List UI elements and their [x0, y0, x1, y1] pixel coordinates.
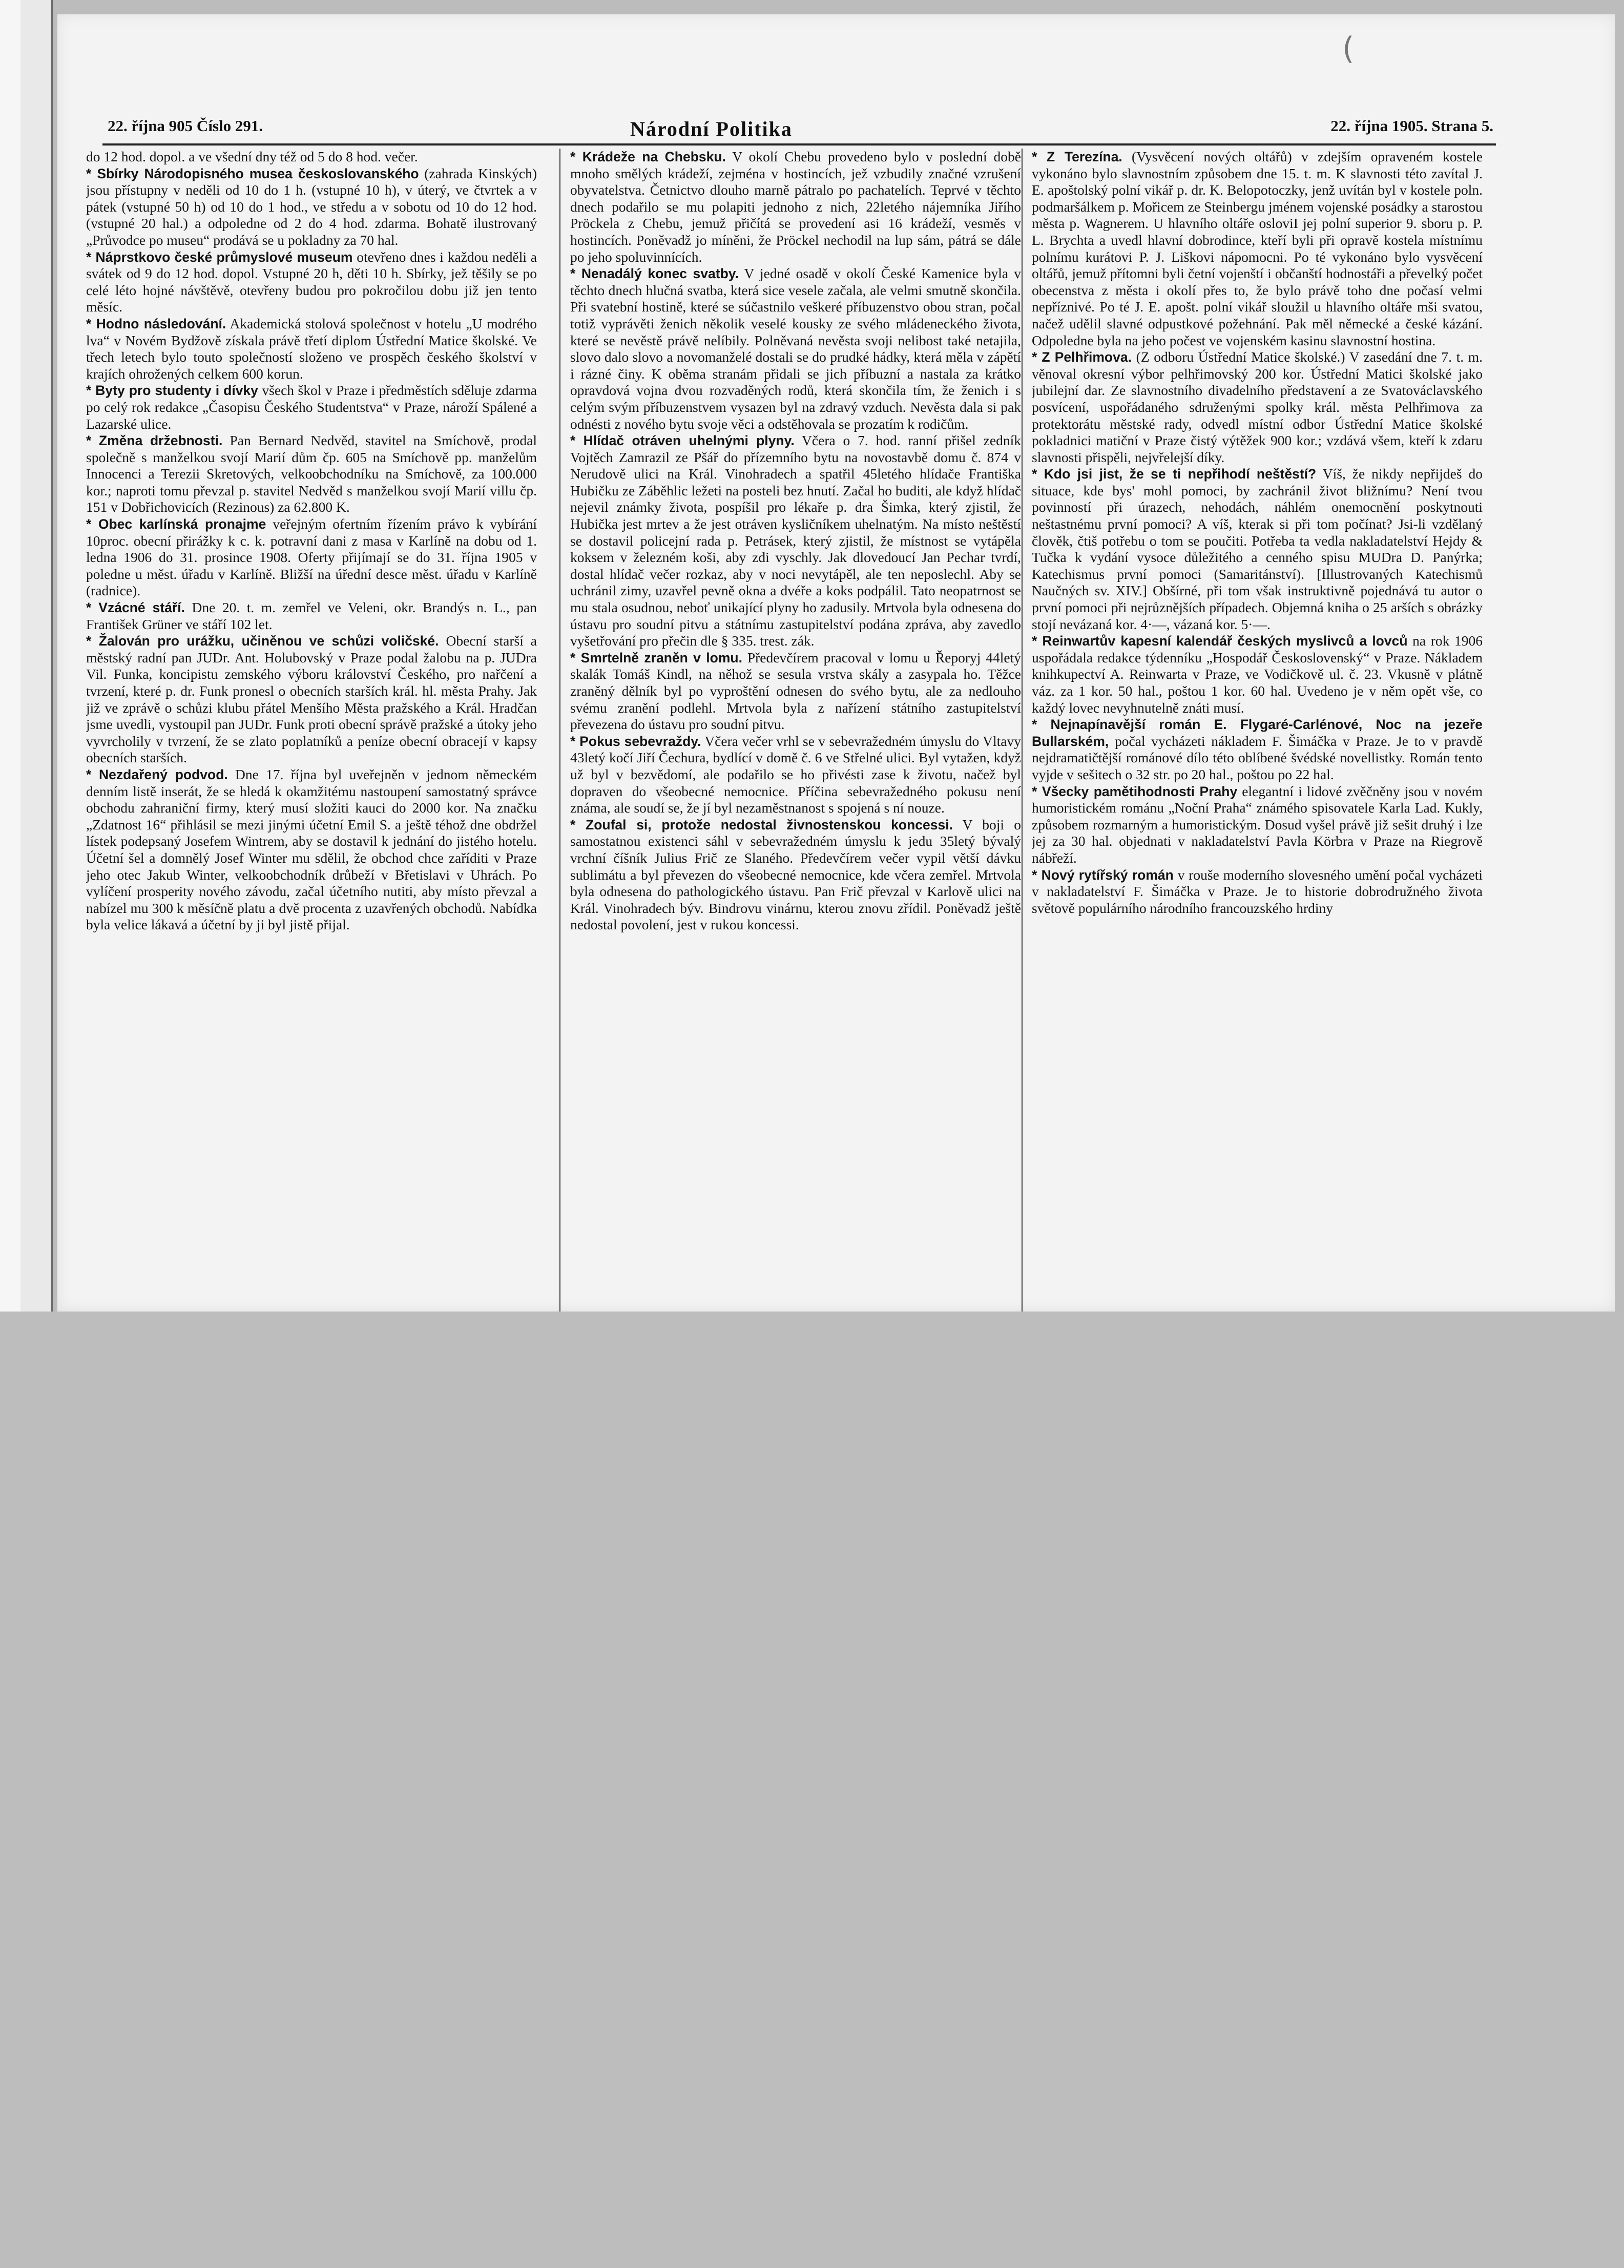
article: [86, 766, 537, 933]
article-body: (Z odboru Ústřední Matice školské.) V zasedání dne 7. t. m. věnoval okresní výbor pelhřimovský 200 kor. Ústřední Matici školské jako jubilejní dar. Ze slavnostního divadelního představení a ze Svatováclavského posvícení, uspořádaného sdruženými spolky král. města Pelhřimova za protektorátu městské rady, odvedl místní odbor Ústřední Matice školské pokladnici matiční v Praze čistý výtěžek 900 kor.; vzdává všem, kteří k zdaru slavnosti přispěli, nejvřelejší díky.: [1032, 349, 1483, 465]
article-headline: * Sbírky Národopisného musea českoslovanského: [86, 165, 419, 181]
column-3: [1032, 149, 1483, 1312]
article-body: Víš, že nikdy nepřijdeš do situace, kde bys' mohl pomoci, by zachránil život bližnímu? Není tvou povinností při úrazech, nehodách, náhlém onemocnění poskytnouti neštastnému první pomoci? A víš, kterak si při tom počínat? Jsi-li vzdělaný člověk, čtiš potřebu o tom se poučiti. Potřeba ta vedla nakladatelství Hejdy & Tučka k vydání vysoce důležitého a cenného spisu MUDra D. Panýrka; Katechismus první pomoci (Samaritánství). [Illustrovaných Katechismů Naučných sv. XIV.] Obšírné, při tom však instruktivně pojednává tu autor o první pomoci při nejrůznějších případech. Objemná kniha o 25 arších s obrázky stojí nevázaná kor. 4·—, vázaná kor. 5·—.: [1032, 466, 1483, 632]
article-headline: * Byty pro studenty i dívky: [86, 383, 258, 399]
article-headline: * Všecky pamětihodnosti Prahy: [1032, 783, 1238, 799]
article: [570, 265, 1021, 432]
article-body: Obecní starší a městský radní pan JUDr. Ant. Holubovský v Praze podal žalobu na p. JUDra Vil. Funka, koncipistu zemského výboru království Českého, pro nařčení a tvrzení, které p. dr. Funk pronesl o obecních starších král. hl. města Prahy. Jak již ve zprávě o schůzi klubu přátel Menšího Města pražského a Král. Hradčan jsme uvedli, vystoupil pan JUDr. Funk proti obecní správě pražské a útoky jeho vyvrcholily v tvrzení, že se zlato poplatníků a peníze obecní obracejí v kapsy obecních starších.: [86, 633, 537, 766]
article: [86, 633, 537, 766]
adjacent-page-edge: [0, 0, 53, 1312]
article-body: elegantní i lidové zvěčněny jsou v novém humoristickém románu „Noční Praha“ známého spisovatele Karla Lad. Kukly, způsobem rozmarným a humoristickým. Dosud vyšel právě již sešit druhý i lze jej za 30 hal. objednati v nakladatelství Pavla Körbra v Praze na Riegrově nábřeží.: [1032, 783, 1483, 866]
article-headline: * Žalován pro urážku, učiněnou ve schůzi voličské.: [86, 633, 439, 649]
article-headline: * Smrtelně zraněn v lomu.: [570, 650, 742, 665]
article-body: otevřeno dnes i každou neděli a svátek od 9 do 12 hod. dopol. Vstupné 20 h, děti 10 h. Sbírky, jež těšily se po celé léto hojné návštěvě, otevřeny budou pro pokročilou dobu již jen tento měsíc.: [86, 248, 537, 315]
article-body: Akademická stolová společnost v hotelu „U modrého lva“ v Novém Bydžově získala právě třetí diplom Ústřední Matice školské. Ve třech letech bylo touto společností složeno ve prospěch českého školství v krajích ohrožených celkem 600 korun.: [86, 315, 537, 382]
column-1: [86, 149, 537, 1312]
article: [86, 599, 537, 633]
header-page-number: 22. října 1905. Strana 5.: [1330, 117, 1493, 135]
article: [86, 316, 537, 382]
article-headline: * Hlídač otráven uhelnými plyny.: [570, 433, 795, 449]
article-headline: * Náprstkovo české průmyslové museum: [86, 249, 353, 265]
article: [570, 650, 1021, 733]
article-body: v rouše moderního slovesného umění počal vycházeti v nakladatelství F. Šimáčka v Praze. Je to historie dobrodružného života světově populárního národního francouzského hrdiny: [1032, 866, 1483, 916]
article-body: Dne 17. října byl uveřejněn v jednom německém denním listě inserát, že se hledá k okamžitému nastoupení samostatný správce obchodu zahraniční firmy, který musí složiti kauci do 2000 kor. Na značku „Zdatnost 16“ přihlásil se mezi jinými účetní Emil S. a ještě téhož dne obdržel lístek podepsaný Josefem Wintrem, aby se dostavil k jednání do jistého hotelu. Účetní šel a domnělý Josef Winter mu sdělil, že obchod chce zaříditi v Praze jeho otec Jakub Winter, velkoobchodník drůbeží v Břetislavi v Uhrách. Po vylíčení prosperity nového závodu, začal účetního nutiti, aby místo převzal a nabízel mu 300 k měsíčně platu a dvě procenta z uzavřených obchodů. Nabídka byla velice lákavá a účetní by ji byl jistě přijal.: [86, 766, 537, 933]
article-body: V boji o samostatnou existenci sáhl v sebevražedném úmyslu k jedu 35letý bývalý vrchní číšník Julius Frič ze Slaného. Předevčírem večer vypil větší dávku sublimátu a byl převezen do všeobecné nemocnice, kde včera zemřel. Mrtvola byla odnesena do pathologického ústavu. Pan Frič převzal v Karlově ulici na Král. Vinohradech býv. Bindrovu vinárnu, kterou znovu zřídil. Poněvadž ještě nedostal povolení, jest v rukou koncessi.: [570, 816, 1021, 933]
header-issue-date: 22. října 905 Číslo 291.: [108, 117, 263, 135]
column-2: [570, 149, 1021, 1312]
article-headline: * Změna držebnosti.: [86, 433, 223, 449]
article-headline: * Hodno následování.: [86, 316, 226, 331]
article: [86, 382, 537, 432]
article: [86, 249, 537, 316]
article: [1032, 349, 1483, 466]
article: [1032, 466, 1483, 633]
article-headline: * Krádeže na Chebsku.: [570, 149, 726, 164]
article: [1032, 633, 1483, 716]
article: [1032, 716, 1483, 783]
article: [86, 432, 537, 516]
article-body: Dne 20. t. m. zemřel ve Veleni, okr. Brandýs n. L., pan František Grüner ve stáří 102 let.: [86, 599, 537, 632]
article-headline: * Vzácné stáří.: [86, 600, 185, 616]
article-headline: * Kdo jsi jist, že se ti nepřihodí neštěstí?: [1032, 466, 1317, 482]
masthead-title: Národní Politika: [630, 117, 793, 140]
article: [86, 165, 537, 249]
article-body: počal vycházeti nákladem F. Šimáčka v Praze. Je to v pravdě nejdramatičtější románové dílo této oblíbené švédské novellistky. Román tento vyjde v sešitech o 32 str. po 20 hal., poštou po 22 hal.: [1032, 733, 1483, 782]
article-body: (zahrada Kinských) jsou přístupny v neděli od 10 do 1 h. (vstupné 10 h), v úterý, ve čtvrtek a v pátek (vstupné 50 h) od 10 do 1 hod., ve středu a v sobotu od 10 do 12 hod. (vstupné 20 hal.) a odpoledne od 2 do 4 hod. zdarma. Bohatě ilustrovaný „Průvodce po museu“ prodává se u pokladny za 70 hal.: [86, 165, 537, 248]
article-body: Pan Bernard Nedvěd, stavitel na Smíchově, prodal společně s manželkou svojí Marií dům čp. 605 na Smíchově pp. manželům Innocenci a Terezii Skretových, velkoobchodníku na Smíchově, za 100.000 kor.; naproti tomu převzal p. stavitel Nedvěd s manželkou svojí Marií villu čp. 151 v Dobřichovicích (Rezinous) za 62.800 K.: [86, 432, 537, 515]
article: [86, 149, 537, 165]
article-headline: * Nezdařený podvod.: [86, 766, 228, 782]
article: [1032, 867, 1483, 917]
article-body: veřejným ofertním řízením právo k vybírání 10proc. obecní přirážky k c. k. potravní dani z masa v Karlíně na dobu od 1. ledna 1906 do 31. prosince 1908. Oferty přijímají se do 31. října 1905 v poledne u měst. úřadu v Karlíně. Bližší na úřední desce měst. úřadu v Karlíně (radnice).: [86, 516, 537, 599]
article-body: všech škol v Praze i předměstích sděluje zdarma po celý rok redakce „Časopisu Českého Studentstva“ v Praze, nároží Spálené a Lazarské ulice.: [86, 382, 537, 432]
article: [86, 516, 537, 599]
article: [1032, 149, 1483, 349]
article-headline: * Nový rytířský román: [1032, 867, 1174, 883]
article-body: V jedné osadě v okolí České Kamenice byla v těchto dnech hlučná svatba, která sice vesele začala, ale velmi smutně skončila. Při svatební hostině, které se súčastnilo veškeré příbuzenstvo obou stran, počal totiž vyprávěti ženich několik veselé kousky ze svého mládeneckého života, které se nevěstě právě nelíbily. Polněvaná nevěsta svoji nelibost také netajila, slovo dalo slovo a novomanželé dostali se do prudké hádky, která měla v zápětí i rázné činy. K oběma stranám přidali se jich příbuzní a nastala za krátko opravdová vojna dvou rozvaděných rodů, která skončila tím, že ženich i s celým svým příbuzenstvem vysazen byl na zdravý vzduch. Nevěsta dala si pak odnésti z nového bytu svoje věci a odstěhovala se prozatím k rodičům.: [570, 265, 1021, 432]
article-headline: * Reinwartův kapesní kalendář českých myslivců a lovců: [1032, 633, 1408, 649]
article-body: do 12 hod. dopol. a ve všední dny též od 5 do 8 hod. večer.: [86, 149, 418, 164]
column-divider-1: [559, 149, 560, 1312]
scanner-background: [0, 1312, 1624, 2268]
page-header: [108, 117, 1493, 140]
article: [570, 733, 1021, 817]
article-headline: * Nejnapínavější román E. Flygaré-Carlénové, Noc na jezeře Bullarském,: [1032, 717, 1483, 749]
article-headline: * Z Pelhřimova.: [1032, 349, 1132, 365]
pencil-mark: (: [1342, 31, 1355, 67]
column-divider-2: [1022, 149, 1023, 1312]
article-headline: * Obec karlínská pronajme: [86, 516, 266, 532]
article-headline: * Zoufal si, protože nedostal živnostenskou koncessi.: [570, 817, 953, 833]
article-headline: * Nenadálý konec svatby.: [570, 266, 739, 282]
header-rule: [102, 143, 1496, 145]
article-body: Včera o 7. hod. ranní přišel zedník Vojtěch Zamrazil ze Pšář do přízemního bytu na novostavbě domu č. 874 v Nerudově ulici na Král. Vinohradech a spatřil 45letého hlídače Františka Hubičku ze Záběhlic ležeti na posteli bez hnutí. Začal ho buditi, ale když hlídač nejevil známky života, pospíšil pro lékaře p. dra Šimka, který zjistil, že Hubička jest mrtev a že jest otráven kysličníkem uhelnatým. Na místo neštěstí se dostavil policejní rada p. Petrásek, který zjistil, že místnost se vytápěla koksem v železném koši, aby zdi vyschly. Jak dlovedoucí Jan Pechar tvrdí, dostal hlídač večer rozkaz, aby v noci nevytápěl, ale ten neposlechl. Aby se uchránil zimy, uzavřel pevně okna a dvéře a koks podpálil. Tato neopatrnost se mu stala osudnou, neboť unikající plyny ho zadusily. Mrtvola byla odnesena do ústavu pro soudní pitvu a státnímu zastupitelství podána zpráva, aby zavedlo vyšetřování pro přečin dle § 335. trest. zák.: [570, 432, 1021, 649]
article-headline: * Z Terezína.: [1032, 149, 1122, 164]
article-headline: * Pokus sebevraždy.: [570, 733, 701, 749]
article: [570, 817, 1021, 933]
article-body: V okolí Chebu provedeno bylo v poslední době mnoho smělých krádeží, zejména v hostincích, jež vzbudily značné vzrušení obyvatelstva. Četnictvo dlouho marně pátralo po pachatelích. Teprvé v těchto dnech podařilo se mu polapiti jednoho z nich, 22letého nájemníka Jiřího Pröckela z Chebu, jemuž přičítá se provedení asi 16 krádeží, vesměs v hostincích. Poněvadž jo míněni, že Pröckel nechodil na lup sám, pátrá se dále po jeho spoluvinnících.: [570, 149, 1021, 265]
article-body: (Vysvěcení nových oltářů) v zdejším opraveném kostele vykonáno bylo slavnostním způsobem dne 15. t. m. K slavnosti této zavítal J. E. apoštolský polní vikář p. dr. K. Belopotoczky, jenž uvítán byl v kostele poln. podmaršálkem p. Mořicem ze Steinbergu jménem vojenské posádky a starostou města p. Wagnerem. U hlavního oltáře osloviI jej polní superior 9. sboru p. P. L. Brychta a uvedl hlavní dobrodince, kteří byli při opravě kostela místnímu polnímu kurátovi P. J. Liškovi nápomocni. Po té vykonáno bylo vysvěcení oltářů, jemuž přítomni byli četní vojenští i občanští hodnostáři a převelký počet obecenstva z města i okolí přes to, že bylo právě toho dne počasí velmi nepříznivé. Po té J. E. apošt. polní vikář sloužil u hlavního oltáře mši svatou, načež udělil slavné odpustkové požehnání. Pak měl německé a české kázání. Odpoledne byla na jeho počest ve vojenském kasinu slavnostní hostina.: [1032, 149, 1483, 348]
article-body: Včera večer vrhl se v sebevražedném úmyslu do Vltavy 43letý kočí Jiří Čechura, bydlící v domě č. 6 ve Střelné ulici. Byl vytažen, když už byl v bezvědomí, ale podařilo se ho přivésti zase k životu, načež byl dopraven do všeobecné nemocnice. Příčina sebevražedného pokusu není známa, ale soudí se, že jí byl nezaměstnanost s spojená s ní nouze.: [570, 733, 1021, 816]
article: [1032, 783, 1483, 867]
article: [570, 432, 1021, 650]
article: [570, 149, 1021, 265]
article-body: Předevčírem pracoval v lomu u Řeporyj 44letý skalák Tomáš Kindl, na něhož se sesula vrstva skály a zasypala ho. Těžce zraněný dělník byl po vyproštění odnesen do svého bytu, ale za nedlouho svému zranění podlehl. Mrtvola byla z nařízení státního zastupitelství převezena do ústavu pro soudní pitvu.: [570, 649, 1021, 733]
article-body: na rok 1906 uspořádala redakce týdenníku „Hospodář Československý“ v Praze. Nákladem knihkupectví A. Reinwarta v Praze, ve Vodičkově ul. č. 23. Vkusně v plátně váz. za 1 kor. 50 hal., poštou 1 kor. 60 hal. Uvedeno je v něm opět vše, co každý lovec nevyhnutelně znáti musí.: [1032, 633, 1483, 716]
